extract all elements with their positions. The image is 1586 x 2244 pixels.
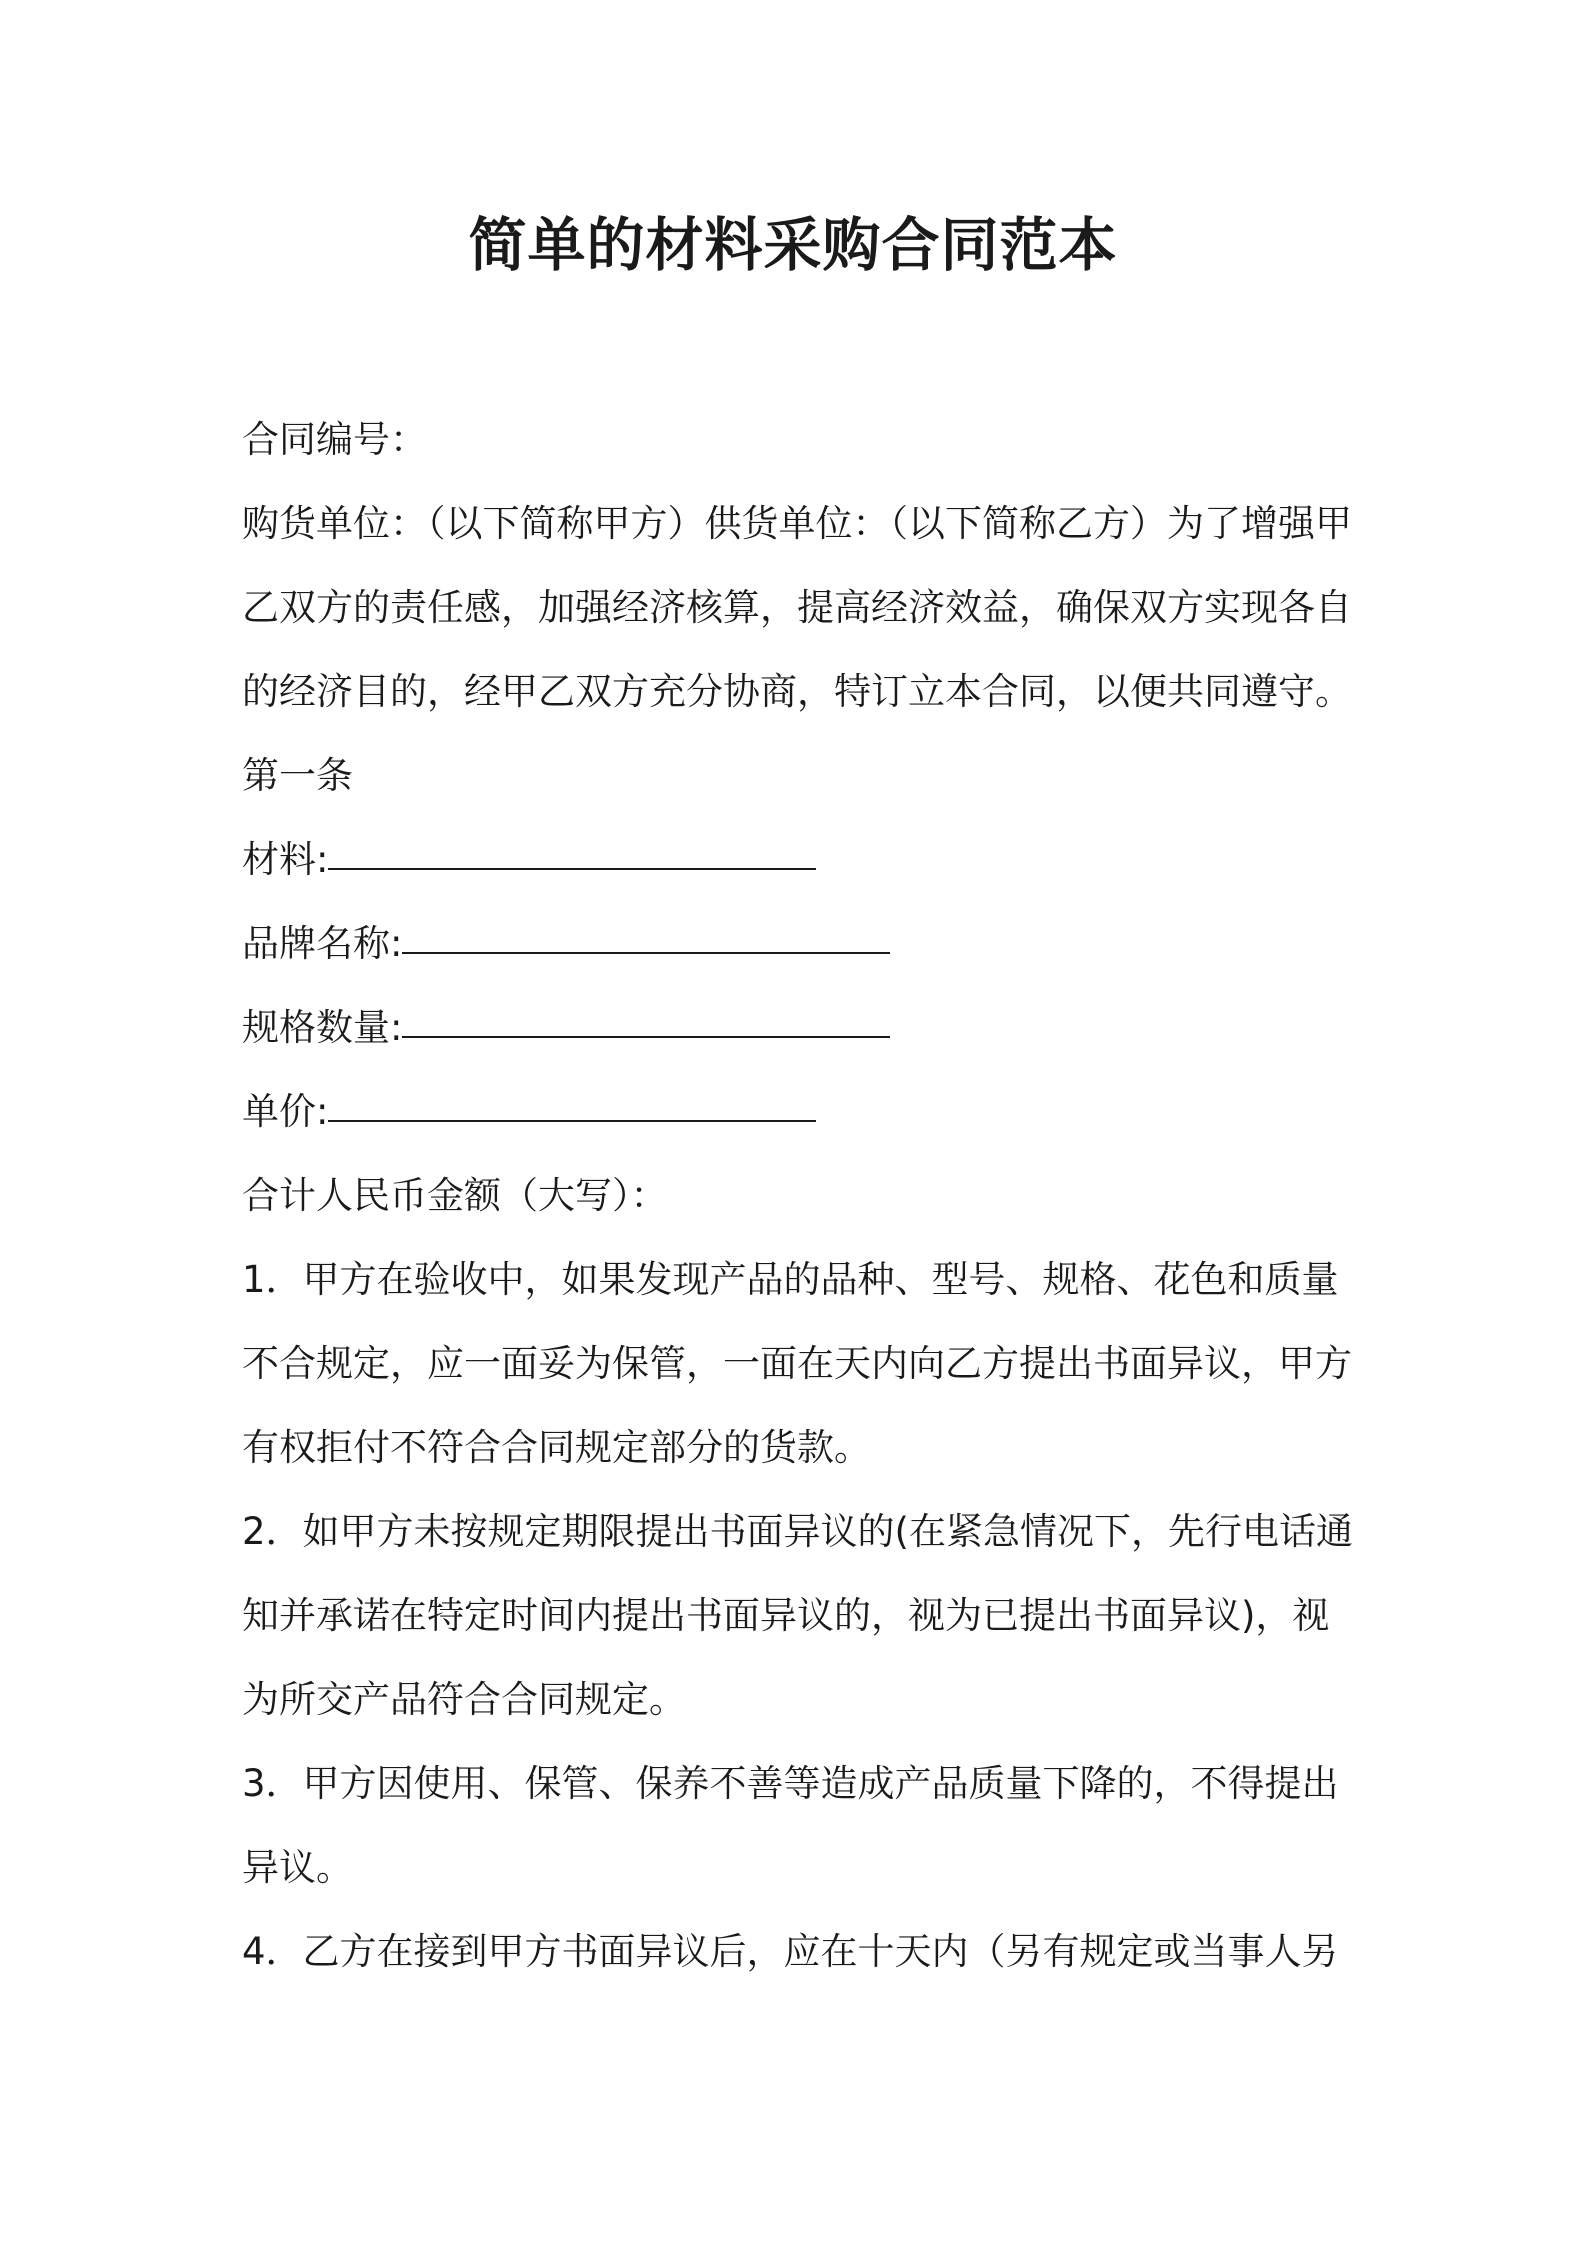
- intro-line: 乙双方的责任感，加强经济核算，提高经济效益，确保双方实现各自: [242, 586, 1352, 629]
- clause-1-line: 1．甲方在验收中，如果发现产品的品种、型号、规格、花色和质量: [242, 1258, 1339, 1301]
- field-unit-price-blank: [328, 1082, 816, 1122]
- document-title: 简单的材料采购合同范本: [468, 211, 1118, 279]
- intro-line: 的经济目的，经甲乙双方充分协商，特订立本合同，以便共同遵守。: [242, 670, 1352, 713]
- total-amount-label: 合计人民币金额（大写）：: [242, 1174, 668, 1217]
- clause-2-line: 知并承诺在特定时间内提出书面异议的，视为已提出书面异议)，视: [242, 1594, 1330, 1637]
- clause-2-line: 为所交产品符合合同规定。: [242, 1678, 686, 1721]
- field-spec-qty-label: 规格数量:: [242, 1006, 403, 1049]
- intro-line: 购货单位：（以下简称甲方）供货单位：（以下简称乙方）为了增强甲: [242, 502, 1352, 545]
- field-material: [242, 818, 1354, 902]
- clause-3-line: 3．甲方因使用、保管、保养不善等造成产品质量下降的，不得提出: [242, 1762, 1339, 1805]
- field-spec-qty-blank: [402, 998, 890, 1038]
- field-unit-price: [242, 1070, 1354, 1154]
- field-material-blank: [328, 830, 816, 870]
- field-brand-label: 品牌名称:: [242, 922, 403, 965]
- field-spec-qty: [242, 986, 1354, 1070]
- clause-2-line: 2．如甲方未按规定期限提出书面异议的(在紧急情况下，先行电话通: [242, 1510, 1353, 1553]
- clause-3-line: 异议。: [242, 1846, 353, 1889]
- field-material-label: 材料:: [242, 838, 329, 881]
- field-brand: [242, 902, 1354, 986]
- field-brand-blank: [402, 914, 890, 954]
- clause-1-line: 有权拒付不符合合同规定部分的货款。: [242, 1426, 871, 1469]
- clause-1-line: 不合规定，应一面妥为保管，一面在天内向乙方提出书面异议，甲方: [242, 1342, 1352, 1385]
- clause-4-line: 4．乙方在接到甲方书面异议后，应在十天内（另有规定或当事人另: [242, 1930, 1339, 1973]
- document-body: [242, 398, 1354, 1994]
- field-unit-price-label: 单价:: [242, 1090, 329, 1133]
- contract-number-label: 合同编号：: [242, 418, 427, 461]
- article-heading: 第一条: [242, 754, 353, 797]
